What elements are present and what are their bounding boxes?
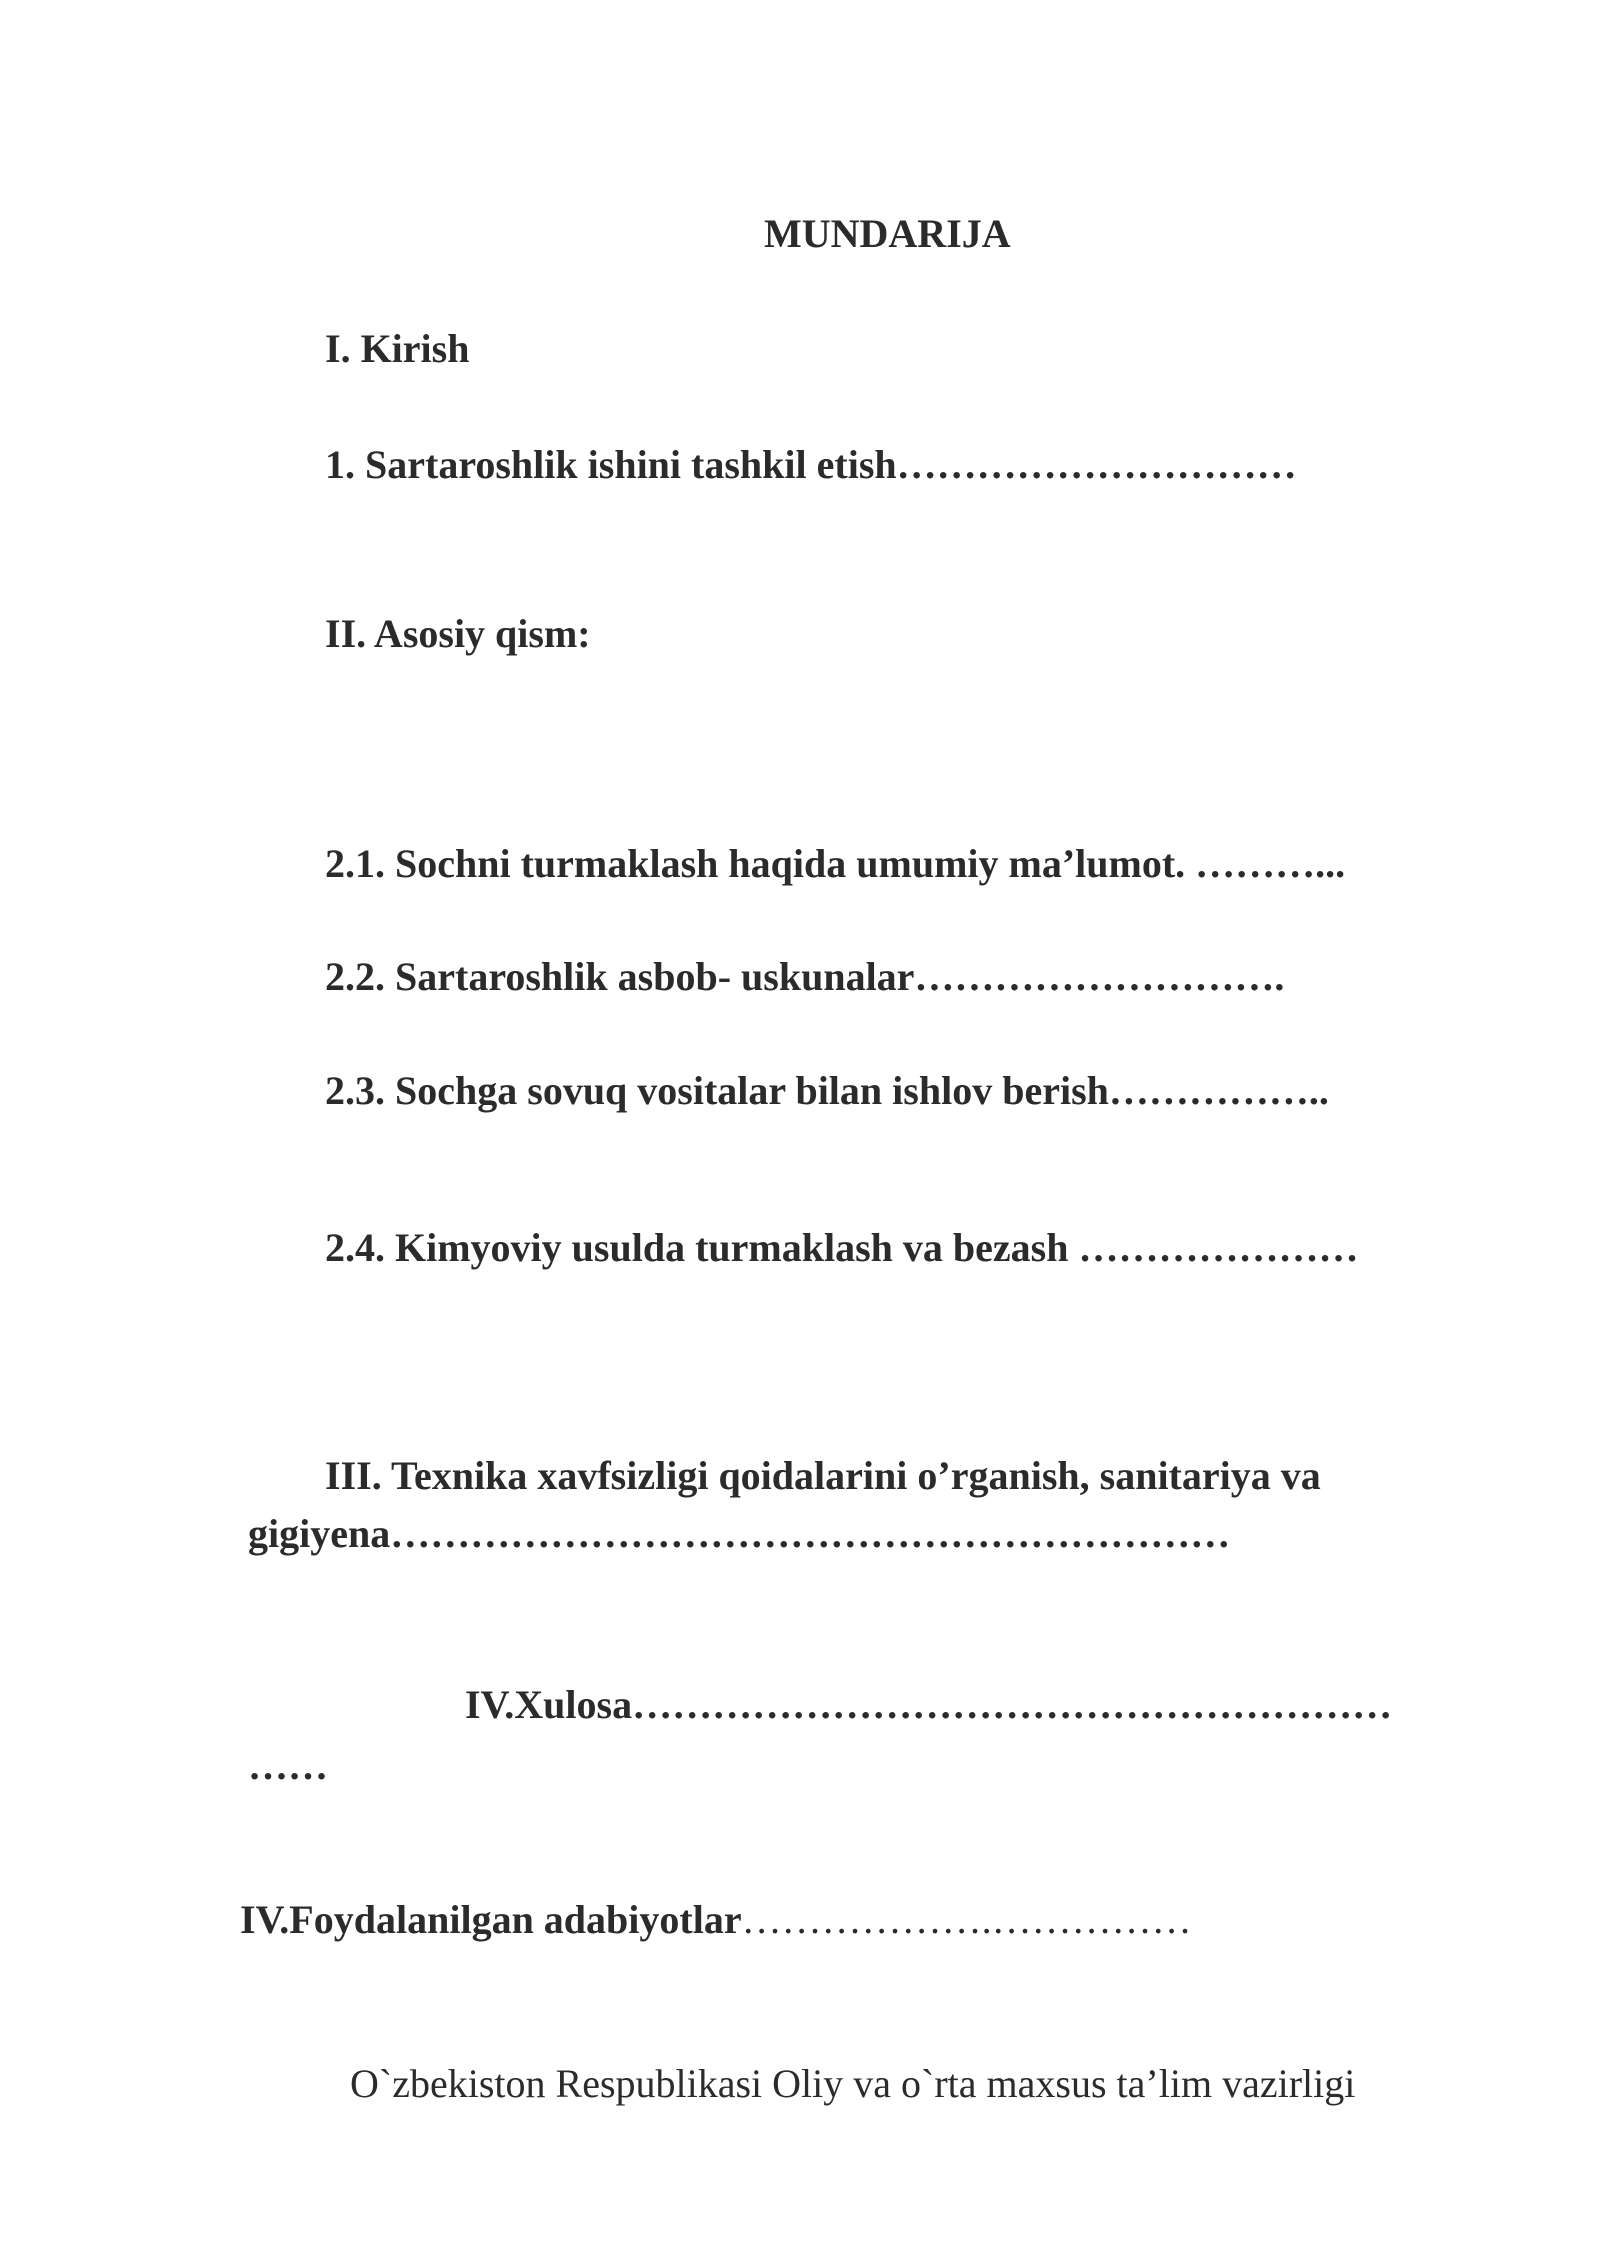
- toc-intro-heading: I. Kirish: [325, 326, 470, 371]
- toc-main-heading: II. Asosiy qism:: [325, 611, 591, 656]
- toc-item-2-2: 2.2. Sartaroshlik asbob- uskunalar……………………….: [325, 954, 1285, 999]
- page-title: MUNDARIJA: [764, 211, 1011, 256]
- toc-item-1: 1. Sartaroshlik ishini tashkil etish…………………………: [325, 442, 1297, 487]
- toc-item-3-line1: III. Texnika xavfsizligi qoidalarini o’rganish, sanitariya va: [325, 1453, 1321, 1498]
- toc-references: [240, 1896, 1192, 1944]
- footer-ministry: O`zbekiston Respublikasi Oliy va o`rta maxsus ta’lim vazirligi: [350, 2061, 1356, 2106]
- toc-conclusion-line1: IV.Xulosa…………………………………………………: [465, 1682, 1393, 1727]
- toc-conclusion-line2: ……: [248, 1743, 328, 1788]
- toc-item-2-1: 2.1. Sochni turmaklash haqida umumiy ma’lumot. ………...: [325, 841, 1346, 886]
- toc-references-label: IV.Foydalanilgan adabiyotlar: [240, 1897, 742, 1942]
- toc-references-dots: ……………….……………: [741, 1897, 1192, 1942]
- toc-item-2-3: 2.3. Sochga sovuq vositalar bilan ishlov berish……………..: [325, 1068, 1329, 1113]
- toc-item-2-4: 2.4. Kimyoviy usulda turmaklash va bezash …………………: [325, 1225, 1359, 1270]
- toc-item-3-line2: gigiyena………………………………………………………: [248, 1511, 1231, 1556]
